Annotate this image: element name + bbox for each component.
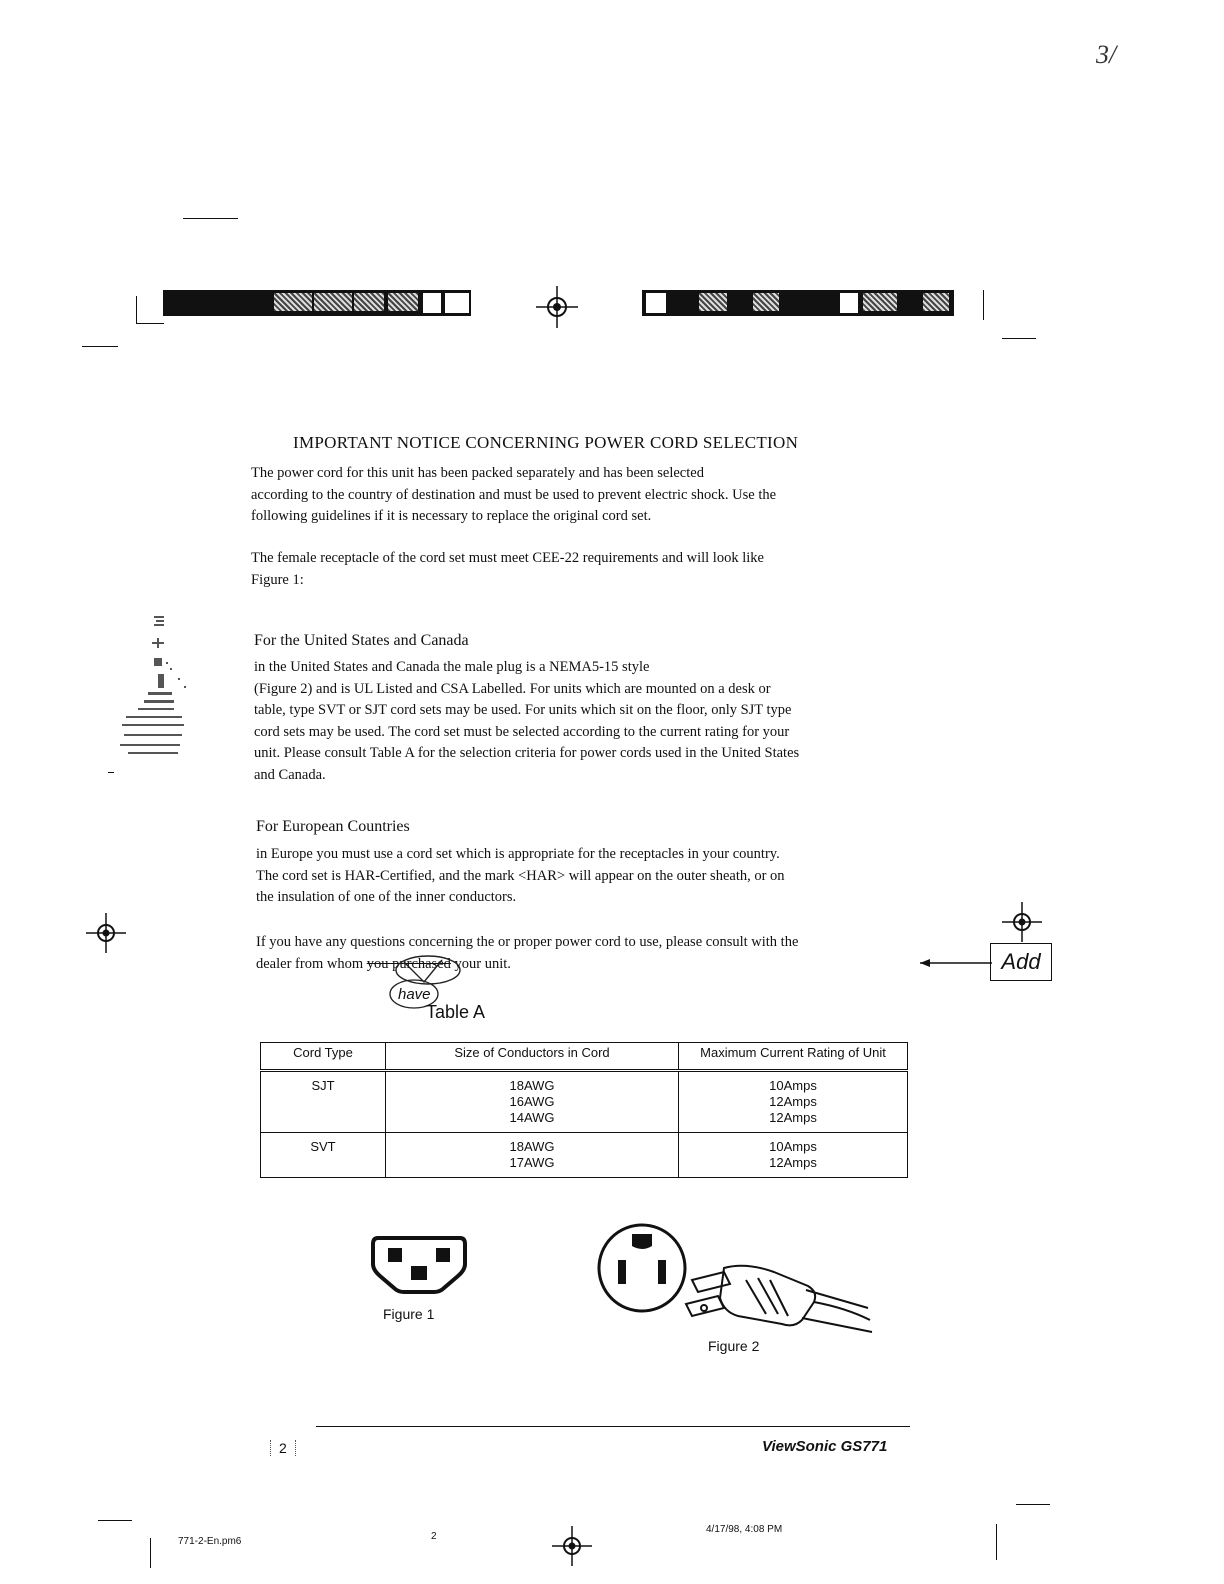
crop-line xyxy=(150,1538,151,1568)
stray-mark xyxy=(108,772,114,773)
eu-heading: For European Countries xyxy=(256,818,410,835)
crop-line xyxy=(136,296,137,324)
bar-segment xyxy=(354,293,384,311)
page-title: IMPORTANT NOTICE CONCERNING POWER CORD SELECTION xyxy=(293,433,799,452)
bar-segment xyxy=(753,293,779,311)
bar-segment xyxy=(699,293,727,311)
table-header-cell: Maximum Current Rating of Unit xyxy=(679,1043,908,1071)
bar-segment xyxy=(863,293,897,311)
bar-segment xyxy=(923,293,949,311)
us-line: (Figure 2) and is UL Listed and CSA Labelled. For units which are mounted on a desk or xyxy=(254,680,771,697)
intro-line: according to the country of destination and must be used to prevent electric shock. Use the xyxy=(251,486,777,503)
questions-line-2 xyxy=(256,954,916,976)
eu-line: in Europe you must use a cord set which is appropriate for the receptacles in your country. xyxy=(256,846,780,862)
us-line: and Canada. xyxy=(254,766,326,783)
us-heading: For the United States and Canada xyxy=(254,632,469,649)
us-paragraph xyxy=(254,657,914,786)
color-bar xyxy=(163,290,471,316)
us-line: cord sets may be used. The cord set must be selected according to the current rating for your xyxy=(254,723,790,740)
table-header-cell: Cord Type xyxy=(261,1043,386,1071)
bar-segment xyxy=(388,293,418,311)
questions-suffix: your unit. xyxy=(450,955,511,972)
eu-line: The cord set is HAR-Certified, and the mark <HAR> will appear on the outer sheath, or on xyxy=(256,867,785,884)
cord-type-cell: SJT xyxy=(261,1071,386,1133)
cord-spec-table xyxy=(260,1042,908,1178)
handwritten-insert: have xyxy=(398,986,431,1003)
handwritten-note-box: Add xyxy=(990,943,1052,981)
current-rating-cell: 10Amps 12Amps 12Amps xyxy=(679,1071,908,1133)
footer-rule xyxy=(316,1426,910,1427)
brand-footer: ViewSonic GS771 xyxy=(762,1438,888,1455)
crop-line xyxy=(1002,338,1036,339)
current-rating-cell: 10Amps 12Amps xyxy=(679,1133,908,1178)
female-receptacle-figure xyxy=(370,1234,468,1296)
figure-1-caption: Figure 1 xyxy=(383,1306,435,1322)
page-number: 2 xyxy=(270,1440,296,1456)
slug-file-name: 771-2-En.pm6 xyxy=(178,1536,242,1547)
registration-target-icon xyxy=(86,913,126,953)
table-header-row xyxy=(261,1043,908,1071)
registration-target-icon xyxy=(1002,902,1042,942)
figure-2-caption: Figure 2 xyxy=(708,1338,760,1354)
questions-paragraph xyxy=(256,932,916,975)
bar-white-box xyxy=(839,292,859,314)
bar-segment xyxy=(274,293,312,311)
crop-line xyxy=(996,1524,997,1560)
bar-white-box xyxy=(422,292,442,314)
registration-target-icon xyxy=(536,286,578,328)
crop-line xyxy=(1016,1504,1050,1505)
questions-prefix: dealer from whom xyxy=(256,955,367,972)
eu-line: the insulation of one of the inner conductors. xyxy=(256,889,517,905)
registration-target-icon xyxy=(552,1526,592,1566)
table-caption: Table A xyxy=(426,1002,486,1022)
crop-line xyxy=(82,346,118,347)
conductor-size-cell: 18AWG 16AWG 14AWG xyxy=(386,1071,679,1133)
us-line: unit. Please consult Table A for the selection criteria for power cords used in the United States xyxy=(254,745,800,761)
margin-mark: 3/ xyxy=(1096,40,1117,69)
conductor-size-cell: 18AWG 17AWG xyxy=(386,1133,679,1178)
eu-paragraph xyxy=(256,844,916,909)
crop-line xyxy=(136,323,164,324)
bar-white-box xyxy=(645,292,667,314)
slug-timestamp: 4/17/98, 4:08 PM xyxy=(706,1524,783,1535)
crop-line xyxy=(98,1520,132,1521)
struck-text: you purchased xyxy=(366,955,451,972)
table-header-cell: Size of Conductors in Cord xyxy=(386,1043,679,1071)
table-row xyxy=(261,1133,908,1178)
receptacle-paragraph xyxy=(251,548,911,591)
margin-noise-graphic xyxy=(118,612,198,762)
bar-white-box xyxy=(444,292,470,314)
cord-type-cell: SVT xyxy=(261,1133,386,1178)
slug-page: 2 xyxy=(431,1531,437,1542)
intro-paragraph xyxy=(251,463,911,528)
us-line: in the United States and Canada the male plug is a NEMA5-15 style xyxy=(254,659,650,675)
crop-line xyxy=(983,290,984,320)
questions-line: If you have any questions concerning the or proper power cord to use, please consult with the xyxy=(256,934,799,950)
bar-segment xyxy=(314,293,352,311)
arrow-left-icon xyxy=(914,954,992,972)
intro-line: following guidelines if it is necessary to replace the original cord set. xyxy=(251,508,652,524)
male-plug-figure xyxy=(596,1222,876,1338)
receptacle-line: Figure 1: xyxy=(251,571,304,588)
receptacle-line: The female receptacle of the cord set must meet CEE-22 requirements and will look like xyxy=(251,550,764,566)
us-line: table, type SVT or SJT cord sets may be used. For units which sit on the floor, only SJT type xyxy=(254,702,792,718)
color-bar xyxy=(642,290,954,316)
intro-line: The power cord for this unit has been packed separately and has been selected xyxy=(251,465,704,481)
stray-mark xyxy=(183,218,238,219)
table-row xyxy=(261,1071,908,1133)
